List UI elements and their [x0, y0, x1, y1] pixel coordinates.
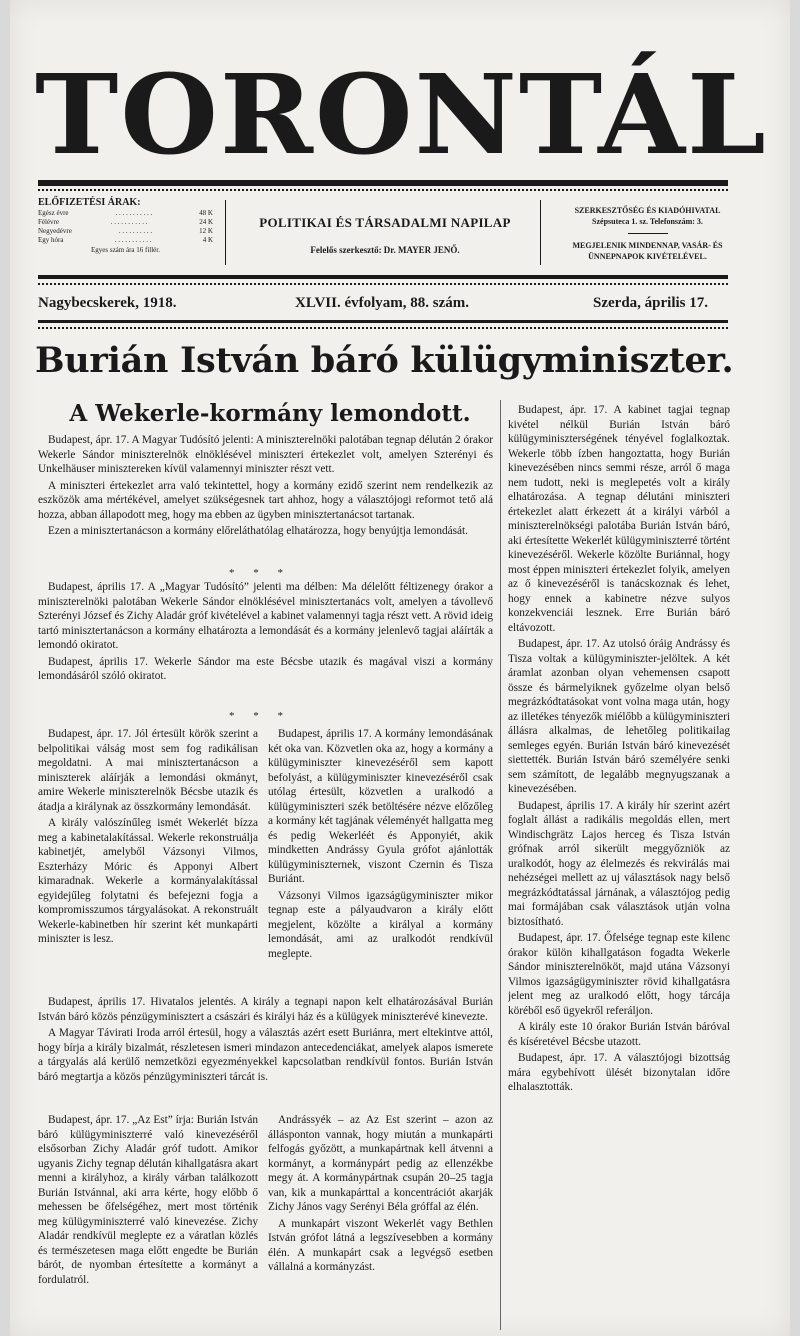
- header-divider: [225, 200, 226, 265]
- price-row: Félévre . . . . . . . . . . . 24 K: [38, 218, 213, 226]
- article-col-c: Budapest, ápr. 17. „Az Est” írja: Burián István báró külügyminiszterré való kinevezéséről elsősorban Zichy Aladár gróf tudott. Amikor ugyanis Zichy tegnap délután kihallgatásra akart menni a királyhoz, a király várban találkozott Burián Istvánnal, aki arra kérte, hogy előbb ő mehessen be őfelségéhez, mert most történik meg külügyminiszterré való kinevezése. Zichy Aladár rendkívül meglepte ez a váratlan közlés és természetesen maga előtt engedte be Burián bárót, de nyomban értesítette a kormányt a fordulatról.: [38, 1114, 258, 1286]
- price-row: Egész évre . . . . . . . . . . . 48 K: [38, 209, 213, 217]
- masthead-title: TORONTÁL: [35, 51, 768, 180]
- section-stars: * * *: [229, 567, 291, 579]
- price-row: Egy hóra . . . . . . . . . . . 4 K: [38, 236, 213, 244]
- column-divider: [500, 400, 501, 1330]
- newspaper-page: [10, 0, 790, 1336]
- article-left-top: Budapest, ápr. 17. A Magyar Tudósító jelenti: A miniszterelnöki palotában tegnap délután 2 órakor Wekerle Sándor miniszterelnök elnöklésével miniszteri értekezlet volt, amelyen Szterényi és Unkelhäuser minisztereken kívül valamennyi miniszter részt vett. A miniszteri értekezlet arra való tekintettel, hogy a kormány ezidő szerint nem rendelkezik az eszközök ama mértékével, amelyet szükségesnek tart ahhoz, hogy a választójogi reformot tető alá hozza, abban állapodott meg, hogy ma ebben az ügyben minisztertanácsot tartanak. Ezen a minisztertanácson a kormány előreláthatólag elhatározza, hogy benyújtja lemondását.: [38, 434, 493, 537]
- article-right-column: Budapest, ápr. 17. A kabinet tagjai tegnap kivétel nélkül Burián István báró külügyminiszterségének tényével foglalkoztak. Wekerle több ízben hangoztatta, hogy Burián kinevezésében nincs semmi része, arról ő maga nem tudott, neki is meglepetés volt a király elhatározása. A tegnap délutáni miniszteri értekezlet alatt érkezett át a királyi várból a miniszterelnökségi palotába Burián István báró, aki értesítette Wekerlét külügyminiszterré történt kinevezéséről. Wekerle közölte Buriánnal, hogy most éppen miniszteri értekezlet folyik, amelyen az ő kinevezéséről is tanácskoznak és lehet, hogy ennek a kabinetre nézve sulyos konzekvenciái lesznek. Erre Burián báró eltávozott. Budapest, ápr. 17. Az utolsó óráig Andrássy és Tisza voltak a külügyminiszter-jelöltek. A két áramlat azonban olyan vehemensen csapott össze és bármelyiknek győzelme olyan belső megrázkódtatásokat vont volna maga után, hogy az illetékes tényezők miélőbb a külügyminiszteri állásra alkalmas, de lehetőleg politikailag semleges egyén. Burián István báró kinevezését siettették. Burián István báró személyére senki sem számított, de legalább megnyugszanak a kinevezésében. Budapest, április 17. A király hír szerint azért foglalt állást a radikális megoldás ellen, mert Windischgrätz Lajos herceg és Tisza István grófnak arról sikerült meggyőzniök az uralkodót, hogy az élelmezés és rekvirálás mai nehézségei mellett az uj választások nagy belső megrázkódtatással járnának, a választójog pedig mai formájában csak választások utján volna biztosítható. Budapest, ápr. 17. Őfelsége tegnap este kilenc órakor külön kihallgatáson fogadta Wekerle Sándor miniszterelnököt, majd utána Vázsonyi Vilmos igazságügyminiszter rövid kihallgatásra jelent meg az uralkodó előtt, hogy tárcája köréből eső ügyekről referáljon. A király este 10 órakor Burián István báróval és kíséretével Bécsbe utazott. Budapest, ápr. 17. A választójogi bizottság mára egybehívott ülését bizonytalan időre elhalasztották.: [508, 404, 730, 1093]
- header-divider: [540, 200, 541, 265]
- dateline-rule: [38, 320, 728, 323]
- dateline-rule-dotted: [38, 327, 728, 329]
- dateline-place-year: Nagybecskerek, 1918.: [38, 295, 177, 311]
- paper-tagline: POLITIKAI ÉS TÁRSADALMI NAPILAP: [259, 215, 511, 230]
- prices-title: ELŐFIZETÉSI ÁRAK:: [38, 197, 141, 208]
- main-headline: Burián István báró külügyminiszter.: [35, 340, 734, 381]
- header-rule-dotted: [38, 283, 728, 285]
- article-left-update: Budapest, április 17. A „Magyar Tudósító” jelenti ma délben: Ma délelőtt féltizenegy órakor a miniszterelnöki palotában Wekerle Sándor elnöklésével minisztertanács volt, amelyen a távollevő Szterényi József és Zichy Aladár gróf kivételével a kabinet valamennyi tagja részt vett. A rövid ideig tartó minisztertanácson a kormány elhatározta a lemondását és a kormány jelenlevő tagjai aláírták a lemondó okiratot. Budapest, április 17. Wekerle Sándor ma este Bécsbe utazik és magával viszi a kormány lemondásáról szóló okiratot.: [38, 581, 493, 682]
- paper-info: [250, 215, 520, 255]
- article-col-b: Budapest, április 17. A kormány lemondásának két oka van. Közvetlen oka az, hogy a kormány a külügyminiszter kinevezéséről sem kapott befolyást, a külügyminiszter kinevezéséről csak utólag értesült, közvetlen a uralkodó a külügyminiszteri szék betöltésére nézve előzőleg a kormány két tagjának véleményét hallgatta meg és pedig Wekerléét és Apponyiét, akik mindketten Andrássy Gyula grófot ajánlották külügyminiszternek, viszont Czernin és Tisza Buriánt. Vázsonyi Vilmos igazságügyminiszter mikor tegnap este a pályaudvaron a király előtt megjelent, közölte a királyal a kormány lemondását, ami az uralkodót rendkívül meglepte.: [268, 728, 493, 960]
- dateline-volume: XLVII. évfolyam, 88. szám.: [295, 295, 470, 311]
- article-col-d: Andrássyék – az Az Est szerint – azon az állásponton vannak, hogy miután a munkapárti felfogás győzött, a munkapártnak kell átvenni a kormányt, a kormánypárt pedig az ellenzékbe megy át. A kormánypártnak csupán 20–25 tagja van, kik a munkapárttal a koncentrációt akarják Zichy János vagy Serényi Béla gróffal az élén. A munkapárt viszont Wekerlét vagy Bethlen István grófot látná a legszívesebben a kormány élén. A munkapárt csak a legvégső esetben vállalná a kormányzást.: [268, 1114, 493, 1273]
- masthead-rule: [38, 180, 728, 186]
- dateline-day: Szerda, április 17.: [593, 295, 708, 311]
- sub-headline: A Wekerle-kormány lemondott.: [69, 400, 471, 427]
- single-copy-price: Egyes szám ára 16 fillér.: [90, 246, 160, 254]
- article-official-report: Budapest, április 17. Hivatalos jelentés. A király a tegnapi napon kelt elhatározásával Burián István báró közös pénzügyminisztert a császári és királyi ház és a külügyek miniszterévé kinevezte. A Magyar Távirati Iroda arról értesül, hogy a választás azért esett Buriánra, mert eltekintve attól, hogy bírja a király bizalmát, részletesen ismeri mindazon antecedenciákat, amelyek alapos ismerete a tárgyalás alá kerülő nemzetközi egyezményekkel kapcsolatban rendkívül fontos. Burián István báró megtartja a közös pénzügyminiszteri tárcát is.: [38, 996, 493, 1083]
- article-col-a: Budapest, ápr. 17. Jól értesült körök szerint a belpolitikai válság most sem fog radikálisan megoldatni. A mai minisztertanácson a miniszterek aláírják a lemondási okmányt, amire Wekerle miniszterelnök Bécsbe utazik és átadja a királynak az összkormány lemondását. A király valószínűleg ismét Wekerlét bízza meg a kabinetalakítással. Wekerle rekonstruálja kabinetjét, amelyből Vázsonyi Vilmos, Eszterházy Móric és Apponyi Albert kimaradnak. Wekerle a kormányalakítással egyidejűleg folytatni és befejezni fogja a kompromisszumos tárgyalásokat. A rekonstruált Wekerle-kabinetben hír szerint két munkapárti miniszter is lesz.: [38, 728, 258, 945]
- subscription-prices: [38, 198, 213, 255]
- price-row: Negyedévre . . . . . . . . . . 12 K: [38, 227, 213, 235]
- header-rule: [38, 275, 728, 279]
- office-info: SZERKESZTŐSÉG ÉS KIADÓHIVATAL Szépsuteca 1. sz. Telefonszám: 3. MEGJELENIK MINDENNAP, VASÁR- ÉS ÜNNEPNAPOK KIVÉTELÉVEL.: [572, 206, 723, 261]
- masthead-rule-dotted: [38, 189, 728, 191]
- section-stars: * * *: [229, 710, 291, 722]
- editor-line: Felelős szerkesztő: Dr. MAYER JENŐ.: [310, 245, 460, 255]
